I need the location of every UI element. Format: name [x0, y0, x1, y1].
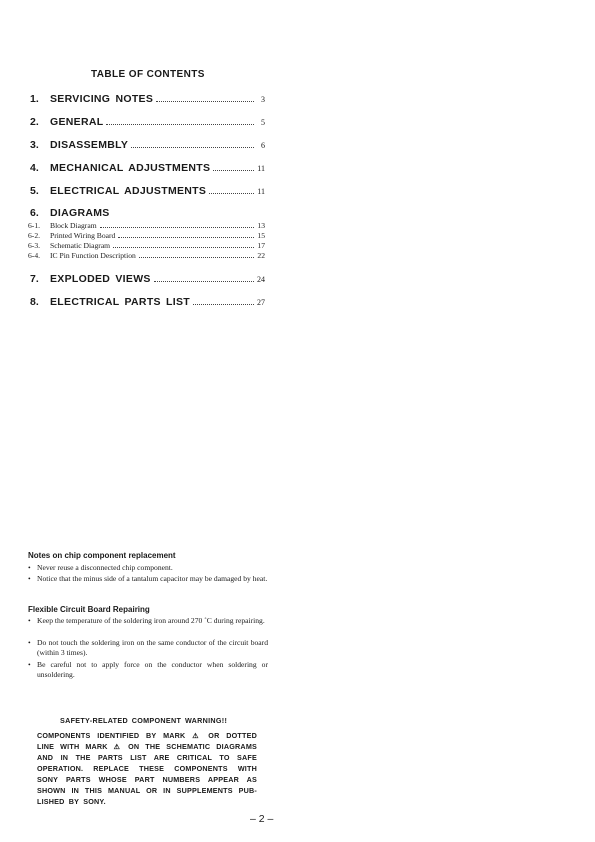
toc-entry-label: GENERAL [50, 116, 104, 128]
toc-entry-number: 7. [30, 273, 39, 285]
toc-entry-page: 11 [257, 164, 265, 173]
toc-entry-page: 27 [257, 298, 265, 307]
chip-notes-heading: Notes on chip component replacement [28, 551, 176, 560]
toc-entry-label: ELECTRICAL PARTS LIST [50, 296, 190, 308]
flex-bullet-item [28, 638, 268, 658]
toc-entry-number: 4. [30, 162, 39, 174]
dot-leader [113, 246, 254, 248]
toc-entry-number: 6. [30, 207, 39, 219]
toc-entry-exploded-views[interactable] [30, 273, 265, 286]
toc-subentry-label: Printed Wiring Board [50, 231, 116, 240]
toc-entry-page: 3 [261, 95, 265, 104]
toc-subentry-label: Block Diagram [50, 221, 97, 230]
bullet-icon: • [28, 563, 31, 572]
toc-subentry-schematic-diagram[interactable] [28, 241, 265, 251]
dot-leader [193, 303, 254, 305]
toc-entry-page: 11 [257, 187, 265, 196]
dot-leader [213, 169, 254, 171]
flex-bullet-item [28, 660, 268, 680]
chip-bullet-item [28, 574, 268, 584]
toc-entry-number: 8. [30, 296, 39, 308]
warning-line: SHOWN IN THIS MANUAL OR IN SUPPLEMENTS PUB- [37, 786, 257, 795]
toc-subentry-label: IC Pin Function Description [50, 251, 136, 260]
bullet-icon: • [28, 660, 31, 669]
dot-leader [106, 123, 254, 125]
toc-subentry-block-diagram[interactable] [28, 221, 265, 231]
toc-subentry-label: Schematic Diagram [50, 241, 111, 250]
toc-entry-disassembly[interactable] [30, 139, 265, 152]
toc-entry-diagrams[interactable] [30, 207, 265, 220]
warning-line: OPERATION. REPLACE THESE COMPONENTS WITH [37, 764, 257, 773]
toc-entry-label: DIAGRAMS [50, 207, 110, 219]
toc-entry-label: SERVICING NOTES [50, 93, 154, 105]
bullet-icon: • [28, 574, 31, 583]
bullet-icon: • [28, 638, 31, 647]
toc-subentry-printed-wiring-board[interactable] [28, 231, 265, 241]
toc-subentry-number: 6-1. [28, 221, 41, 230]
dot-leader [156, 100, 254, 102]
toc-subentry-number: 6-2. [28, 231, 41, 240]
toc-subentry-ic-pin-function[interactable] [28, 251, 265, 261]
toc-entry-label: EXPLODED VIEWS [50, 273, 151, 285]
toc-subentry-page: 22 [257, 251, 265, 260]
toc-entry-mechanical-adjustments[interactable] [30, 162, 265, 175]
toc-entry-general[interactable] [30, 116, 265, 129]
toc-subentry-number: 6-3. [28, 241, 41, 250]
warning-line: LINE WITH MARK ⚠ ON THE SCHEMATIC DIAGRAMS [37, 742, 257, 751]
dot-leader [100, 226, 254, 228]
dot-leader [209, 192, 254, 194]
flex-bullet-item [28, 616, 268, 626]
toc-entry-label: ELECTRICAL ADJUSTMENTS [50, 185, 207, 197]
bullet-text: Be careful not to apply force on the conductor when soldering or unsoldering. [37, 660, 268, 679]
toc-entry-electrical-adjustments[interactable] [30, 185, 265, 198]
toc-entry-number: 1. [30, 93, 39, 105]
toc-subentry-number: 6-4. [28, 251, 41, 260]
bullet-text: Keep the temperature of the soldering iron around 270 ˚C during repairing. [37, 616, 265, 625]
bullet-text: Never reuse a disconnected chip component. [37, 563, 173, 572]
toc-entry-number: 3. [30, 139, 39, 151]
dot-leader [131, 146, 254, 148]
toc-subentry-page: 13 [257, 221, 265, 230]
toc-entry-page: 5 [261, 118, 265, 127]
toc-subentry-page: 15 [257, 231, 265, 240]
warning-line: LISHED BY SONY. [37, 797, 106, 806]
flex-board-heading: Flexible Circuit Board Repairing [28, 605, 150, 614]
toc-entry-page: 6 [261, 141, 265, 150]
dot-leader [154, 280, 254, 282]
dot-leader [118, 236, 254, 238]
warning-line: AND IN THE PARTS LIST ARE CRITICAL TO SAFE [37, 753, 257, 762]
toc-entry-servicing-notes[interactable] [30, 93, 265, 106]
safety-warning-body [37, 730, 257, 807]
bullet-text: Notice that the minus side of a tantalum capacitor may be damaged by heat. [37, 574, 268, 583]
safety-warning-title: SAFETY-RELATED COMPONENT WARNING!! [60, 716, 228, 725]
toc-title: TABLE OF CONTENTS [91, 69, 205, 80]
toc-entry-label: DISASSEMBLY [50, 139, 129, 151]
page-number: – 2 – [250, 813, 274, 825]
warning-line: COMPONENTS IDENTIFIED BY MARK ⚠ OR DOTTED [37, 731, 257, 740]
warning-line: SONY PARTS WHOSE PART NUMBERS APPEAR AS [37, 775, 257, 784]
chip-bullet-item [28, 563, 268, 573]
toc-subentry-page: 17 [257, 241, 265, 250]
toc-entry-electrical-parts-list[interactable] [30, 296, 265, 309]
toc-entry-number: 2. [30, 116, 39, 128]
bullet-icon: • [28, 616, 31, 625]
toc-entry-label: MECHANICAL ADJUSTMENTS [50, 162, 211, 174]
dot-leader [139, 256, 254, 258]
toc-entry-number: 5. [30, 185, 39, 197]
toc-entry-page: 24 [257, 275, 265, 284]
bullet-text: Do not touch the soldering iron on the same conductor of the circuit board (within 3 times). [37, 638, 268, 657]
